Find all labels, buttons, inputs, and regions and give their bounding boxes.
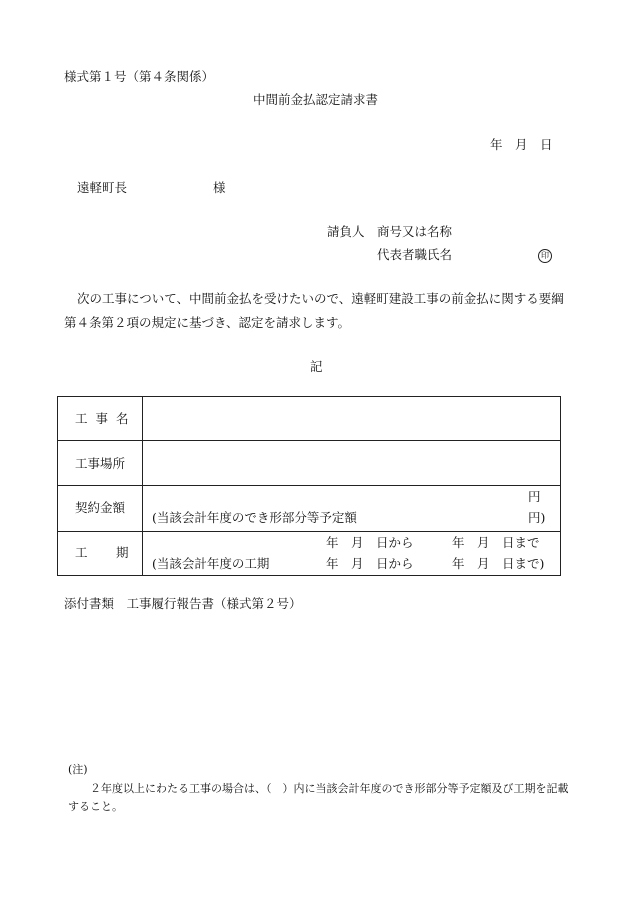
- table-row-period: [58, 532, 561, 576]
- period-label-cell: [58, 532, 143, 576]
- period-label-char-1: 工: [75, 545, 88, 560]
- attachments-line: 添付書類 工事履行報告書（様式第２号）: [64, 596, 302, 611]
- addressee-honorific: 様: [213, 180, 226, 195]
- period-label-char-2: 期: [116, 545, 129, 560]
- date-line: 年 月 日: [490, 137, 553, 152]
- contract-label-cell: [58, 486, 143, 532]
- work-place-label-cell: [58, 441, 143, 486]
- period-to: 年 月 日まで: [452, 535, 540, 550]
- table-row-contract: [58, 486, 561, 532]
- body-line-1: 次の工事について、中間前金払を受けたいので、遠軽町建設工事の前金払に関する要綱: [77, 291, 564, 306]
- contract-amount-label: 契約金額: [75, 500, 126, 515]
- contractor-company-label: 商号又は名称: [377, 224, 453, 239]
- contractor-role: 請負人: [327, 224, 365, 239]
- contract-amount-field[interactable]: [143, 486, 561, 532]
- period-field[interactable]: [143, 532, 561, 576]
- ki-heading: 記: [310, 359, 323, 374]
- contract-sub-yen-unit: 円): [528, 510, 546, 525]
- addressee-name: 遠軽町長: [77, 180, 128, 195]
- contract-sub-label: (当該会計年度のでき形部分等予定額: [152, 510, 357, 525]
- note-heading: (注): [68, 763, 88, 776]
- work-place-label: 工事場所: [75, 456, 126, 471]
- work-details-table: [57, 396, 561, 576]
- document-title: 中間前金払認定請求書: [253, 92, 379, 107]
- period-sub-to: 年 月 日まで): [452, 556, 545, 571]
- note-text: ２年度以上にわたる工事の場合は、（ ）内に当該会計年度のでき形部分等予定額及び工期を記載すること。: [68, 782, 569, 813]
- contract-yen-unit: 円: [528, 489, 541, 504]
- period-from: 年 月 日から: [326, 535, 414, 550]
- period-sub-label: (当該会計年度の工期: [152, 556, 270, 571]
- work-name-label-cell: [58, 397, 143, 441]
- work-place-field[interactable]: [143, 441, 561, 486]
- form-number: 様式第１号（第４条関係）: [64, 69, 215, 84]
- work-name-label: 工 事 名: [75, 411, 131, 426]
- period-sub-from: 年 月 日から: [326, 556, 414, 571]
- note-body: [68, 780, 573, 816]
- body-line-2: 第４条第２項の規定に基づき、認定を請求します。: [64, 315, 351, 330]
- contractor-rep-label: 代表者職氏名: [377, 247, 453, 262]
- table-row-work-name: [58, 397, 561, 441]
- seal-mark: 印: [538, 248, 552, 263]
- table-row-work-place: [58, 441, 561, 486]
- work-name-field[interactable]: [143, 397, 561, 441]
